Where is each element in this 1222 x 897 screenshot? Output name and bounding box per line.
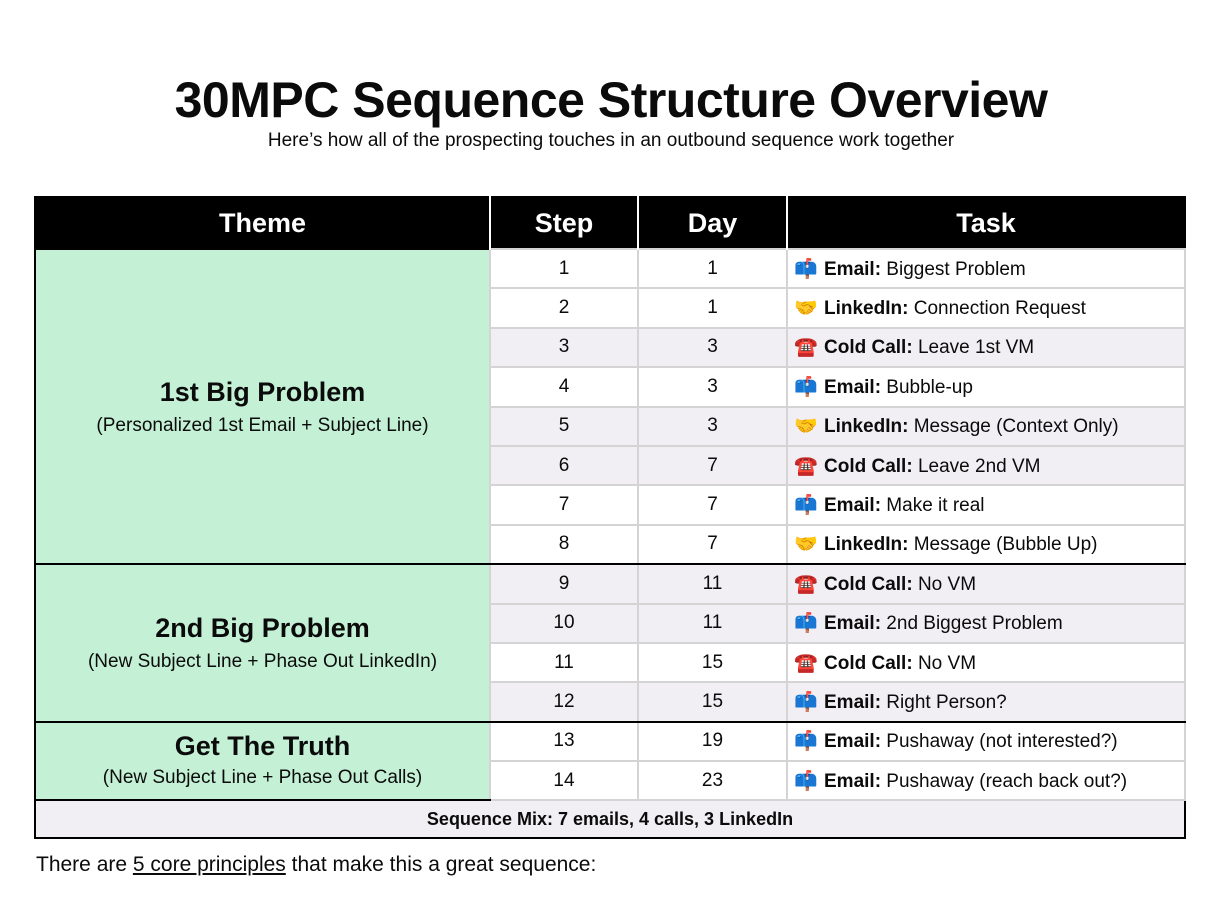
mailbox-icon: 📫 [794, 376, 818, 398]
header-task: Task [787, 197, 1185, 249]
step-cell: 11 [490, 643, 638, 682]
task-description: Right Person? [881, 691, 1007, 713]
theme-subtitle: (New Subject Line + Phase Out LinkedIn) [87, 650, 438, 672]
step-cell: 9 [490, 564, 638, 603]
step-cell: 7 [490, 485, 638, 524]
step-cell: 10 [490, 604, 638, 643]
footer-text-before: There are [36, 853, 133, 876]
day-cell: 3 [638, 367, 787, 406]
mailbox-icon: 📫 [794, 613, 818, 635]
step-cell: 1 [490, 249, 638, 288]
theme-title: 1st Big Problem [159, 376, 366, 407]
task-cell [787, 525, 1185, 564]
page-title: 30MPC Sequence Structure Overview [174, 72, 1048, 128]
step-cell: 4 [490, 367, 638, 406]
mailbox-icon: 📫 [794, 495, 818, 517]
table-row [35, 722, 1185, 761]
task-type: Cold Call: [824, 652, 913, 674]
task-cell [787, 604, 1185, 643]
task-cell [787, 485, 1185, 524]
sequence-table [34, 196, 1186, 839]
table-header-row [35, 197, 1185, 249]
task-cell [787, 564, 1185, 603]
sequence-mix-row [35, 800, 1185, 838]
task-type: Email: [824, 770, 882, 792]
theme-title: Get The Truth [174, 731, 351, 762]
step-cell: 12 [490, 682, 638, 721]
task-description: Leave 1st VM [912, 337, 1035, 359]
task-description: Biggest Problem [881, 258, 1026, 280]
task-type: Cold Call: [824, 337, 913, 359]
task-cell [787, 288, 1185, 327]
telephone-icon: ☎️ [794, 573, 818, 595]
mailbox-icon: 📫 [794, 691, 818, 713]
task-type: Email: [824, 691, 882, 713]
task-cell [787, 722, 1185, 761]
theme-cell [35, 722, 490, 801]
handshake-icon: 🤝 [794, 534, 818, 556]
task-type: Email: [824, 258, 882, 280]
task-cell [787, 446, 1185, 485]
step-cell: 3 [490, 328, 638, 367]
task-cell [787, 249, 1185, 288]
task-description: Bubble-up [881, 376, 973, 398]
footer-text-after: that make this a great sequence: [285, 853, 597, 876]
telephone-icon: ☎️ [794, 337, 818, 359]
day-cell: 3 [638, 328, 787, 367]
day-cell: 11 [638, 564, 787, 603]
task-description: Leave 2nd VM [912, 455, 1041, 477]
day-cell: 1 [638, 249, 787, 288]
header-step: Step [490, 197, 638, 249]
step-cell: 6 [490, 446, 638, 485]
theme-cell [35, 564, 490, 722]
mailbox-icon: 📫 [794, 731, 818, 753]
task-cell [787, 643, 1185, 682]
day-cell: 11 [638, 604, 787, 643]
task-description: Connection Request [908, 298, 1086, 320]
theme-title: 2nd Big Problem [155, 612, 370, 643]
task-type: Cold Call: [824, 573, 913, 595]
theme-subtitle: (New Subject Line + Phase Out Calls) [102, 767, 423, 789]
task-type: Email: [824, 376, 882, 398]
core-principles-link[interactable]: 5 core principles [132, 853, 286, 876]
task-type: Email: [824, 495, 882, 517]
day-cell: 1 [638, 288, 787, 327]
task-description: Pushaway (reach back out?) [881, 770, 1128, 792]
task-cell [787, 328, 1185, 367]
header-theme: Theme [35, 197, 490, 249]
telephone-icon: ☎️ [794, 652, 818, 674]
task-type: Email: [824, 731, 882, 753]
header-day: Day [638, 197, 787, 249]
task-type: LinkedIn: [824, 534, 909, 556]
day-cell: 15 [638, 643, 787, 682]
task-type: Cold Call: [824, 455, 913, 477]
handshake-icon: 🤝 [794, 298, 818, 320]
task-type: Email: [824, 613, 882, 635]
step-cell: 5 [490, 407, 638, 446]
handshake-icon: 🤝 [794, 416, 818, 438]
mailbox-icon: 📫 [794, 770, 818, 792]
footer-text [36, 852, 596, 878]
table-row [35, 564, 1185, 603]
day-cell: 19 [638, 722, 787, 761]
step-cell: 14 [490, 761, 638, 800]
task-type: LinkedIn: [824, 298, 909, 320]
task-description: No VM [912, 652, 977, 674]
step-cell: 2 [490, 288, 638, 327]
mailbox-icon: 📫 [794, 258, 818, 280]
day-cell: 7 [638, 446, 787, 485]
task-description: Message (Bubble Up) [908, 534, 1098, 556]
task-description: Make it real [881, 495, 985, 517]
task-description: No VM [912, 573, 977, 595]
task-description: Message (Context Only) [908, 416, 1119, 438]
day-cell: 23 [638, 761, 787, 800]
task-cell [787, 407, 1185, 446]
task-description: 2nd Biggest Problem [881, 613, 1063, 635]
task-type: LinkedIn: [824, 416, 909, 438]
task-cell [787, 761, 1185, 800]
page-subtitle: Here’s how all of the prospecting touches in an outbound sequence work together [267, 130, 955, 151]
task-cell [787, 682, 1185, 721]
step-cell: 8 [490, 525, 638, 564]
theme-cell [35, 249, 490, 564]
theme-subtitle: (Personalized 1st Email + Subject Line) [96, 414, 429, 436]
day-cell: 7 [638, 485, 787, 524]
task-description: Pushaway (not interested?) [881, 731, 1118, 753]
day-cell: 15 [638, 682, 787, 721]
day-cell: 7 [638, 525, 787, 564]
day-cell: 3 [638, 407, 787, 446]
sequence-table-body [35, 249, 1185, 838]
telephone-icon: ☎️ [794, 455, 818, 477]
sequence-mix: Sequence Mix: 7 emails, 4 calls, 3 LinkedIn [35, 800, 1185, 838]
task-cell [787, 367, 1185, 406]
step-cell: 13 [490, 722, 638, 761]
table-row [35, 249, 1185, 288]
